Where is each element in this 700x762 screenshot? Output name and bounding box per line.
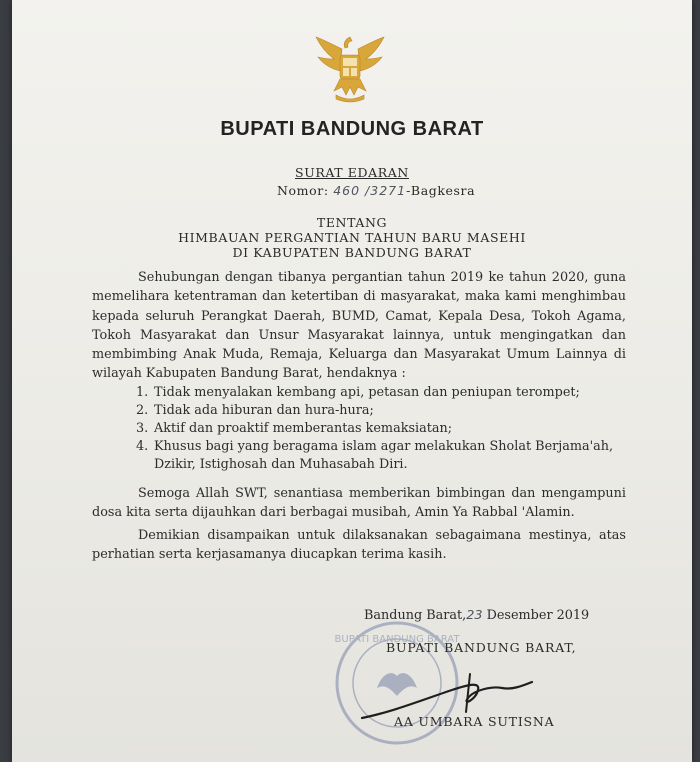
number-handwritten: 460 /3271 [333,183,407,198]
garuda-emblem-icon [312,33,388,105]
number-label: Nomor: [277,183,329,198]
date-day-handwritten: 23 [466,608,483,623]
list-item: 3. Aktif dan proaktif memberantas kemaksiatan; [136,421,453,436]
body-paragraph-1: Sehubungan dengan tibanya pergantian tahun 2019 ke tahun 2020, guna memelihara ketentraman dan ketertiban di masyarakat, maka kami menghimbau kepada seluruh Perangkat Daerah, BUMD, Camat, Kepala Desa, Tokoh Agama, Tokoh Masyarakat dan Unsur Masyarakat lainnya, untuk mengingatkan dan membimbing Anak Muda, Remaja, Keluarga dan Masyarakat Umum Lainnya di wilayah Kabupaten Bandung Barat, hendaknya : [92,270,626,382]
letter-number [277,183,475,198]
body-paragraph-3: Demikian disampaikan untuk dilaksanakan sebagaimana mestinya, atas perhatian serta kerjasamanya diucapkan terima kasih. [92,528,626,563]
signatory-title: BUPATI BANDUNG BARAT, [386,640,577,655]
date-month-year: Desember 2019 [486,608,590,623]
list-item: 4. Khusus bagi yang beragama islam agar melakukan Sholat Berjama'ah, Dzikir, Istighosah dan Muhasabah Diri. [136,439,614,472]
subject-line-2: DI KABUPATEN BANDUNG BARAT [232,245,472,260]
place-name: Bandung Barat, [364,608,467,623]
list-item: 1. Tidak menyalakan kembang api, petasan dan peniupan terompet; [136,385,580,400]
stamp-text: BUPATI BANDUNG BARAT [334,634,460,645]
subject-line-1: HIMBAUAN PERGANTIAN TAHUN BARU MASEHI [178,230,526,245]
letterhead-title: BUPATI BANDUNG BARAT [220,118,484,140]
signatory-name: AA UMBARA SUTISNA [394,714,555,729]
letter-type: SURAT EDARAN [295,165,409,180]
instruction-list [136,384,636,474]
body-paragraph-2: Semoga Allah SWT, senantiasa memberikan bimbingan dan mengampuni dosa kita serta dijauhkan dari berbagai musibah, Amin Ya Rabbal 'Alamin. [92,486,626,521]
number-suffix: -Bagkesra [406,183,476,198]
letter-page [12,0,692,762]
list-item: 2. Tidak ada hiburan dan hura-hura; [136,403,374,418]
about-label: TENTANG [316,215,388,230]
